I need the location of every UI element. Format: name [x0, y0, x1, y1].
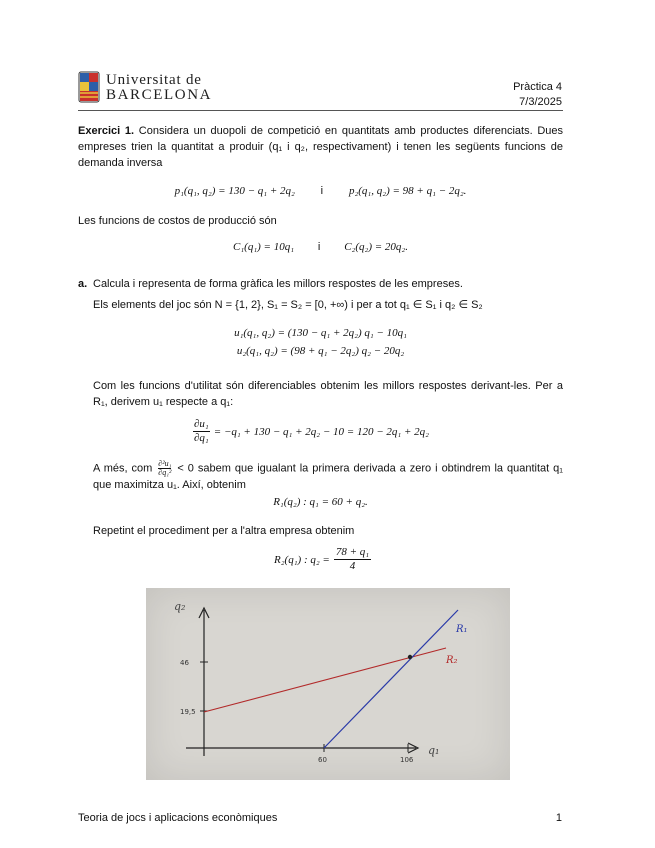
cost-eq-2: C₂(q₂) = 20q₂.	[344, 241, 408, 253]
header-info	[513, 80, 562, 110]
page-number: 1	[555, 812, 562, 824]
second-order-denominator: ∂q₁²	[158, 468, 172, 477]
shield-icon	[78, 71, 100, 103]
best-response-r1	[78, 496, 563, 508]
line-r1	[324, 610, 458, 748]
best-response-r2-lhs: R₂(q₁) : q₂ =	[274, 553, 330, 566]
best-response-r1-text: R₁(q₂) : q₁ = 60 + q₂.	[273, 496, 368, 508]
x-tick-left-label: 60	[318, 756, 327, 764]
exercise-intro-text: Considera un duopoli de competició en quantitats amb productes diferenciats. Dues empreses trien la quantitat a produir (q₁ i q₂, respectivament) i tenen les següents funcions de demanda inversa	[78, 125, 564, 169]
repeat-text: Repetint el procediment per a l'altra empresa obtenim	[93, 525, 355, 537]
practice-date: 7/3/2025	[519, 96, 562, 108]
game-elements: Els elements del joc són N = {1, 2}, S₁ = S₂ = [0, +∞) i per a tot q₁ ∈ S₁ i q₂ ∈ S₂	[93, 299, 483, 311]
footer-course: Teoria de jocs i aplicacions econòmiques	[78, 812, 278, 824]
second-order-fraction	[158, 460, 171, 477]
r2-denominator: 4	[349, 560, 356, 572]
derivative-numerator: ∂u₁	[194, 418, 209, 430]
second-order-post: < 0 sabem que igualant la primera derivada a zero i obtindrem la quantitat q₁ que maximitza u₁. Així, obtenim	[93, 462, 563, 491]
exercise-label: Exercici 1.	[78, 125, 135, 137]
line-r2-label: R₂	[446, 655, 458, 666]
utility-u1-text: u₁(q₁, q₂) = (130 − q₁ + 2q₂) q₁ − 10q₁	[234, 327, 407, 339]
best-response-figure	[146, 588, 510, 780]
exercise-intro	[78, 123, 563, 171]
r2-numerator: 78 + q₁	[335, 546, 370, 558]
figure-canvas	[146, 588, 510, 780]
cost-eq-1: C₁(q₁) = 10q₁	[233, 241, 295, 253]
equilibrium-point	[408, 655, 412, 659]
second-order-text	[93, 460, 563, 493]
utility-u1	[78, 327, 563, 339]
demand-equations	[78, 185, 563, 197]
line-r1-label: R₁	[456, 624, 468, 635]
part-a-label: a.	[78, 278, 88, 290]
demand-eq-2: p₂(q₁, q₂) = 98 + q₁ − 2q₂.	[348, 185, 467, 197]
derivative-equation	[193, 418, 429, 445]
derivative-fraction	[193, 418, 210, 445]
demand-separator: i	[320, 185, 324, 197]
part-a-question	[78, 276, 563, 292]
x-tick-right-label: 106	[400, 756, 414, 764]
x-axis-label: q₁	[428, 744, 440, 757]
derivative-rhs: = −q₁ + 130 − q₁ + 2q₂ − 10 = 120 − 2q₁ + 2q₂	[213, 425, 429, 438]
practice-title: Pràctica 4	[513, 81, 562, 93]
y-tick-upper-label: 46	[180, 659, 189, 667]
second-order-pre: A més, com	[93, 462, 153, 475]
cost-intro: Les funcions de costos de producció són	[78, 215, 277, 227]
best-response-r2	[274, 546, 371, 573]
derive-text: Com les funcions d'utilitat són diferenciables obtenim les millors respostes derivant-les. Per a R₁, derivem u₁ respecte a q₁:	[93, 380, 563, 408]
utility-u2	[78, 345, 563, 357]
university-logo	[78, 70, 213, 106]
part-a-question-text: Calcula i representa de forma gràfica les millors respostes de les empreses.	[93, 278, 463, 290]
logo-line-2: BARCELONA	[106, 87, 213, 103]
logo-line-1: Universitat de	[106, 72, 202, 88]
utility-u2-text: u₂(q₁, q₂) = (98 + q₁ − 2q₂) q₂ − 20q₂	[236, 345, 405, 357]
demand-eq-1: p₁(q₁, q₂) = 130 − q₁ + 2q₂	[174, 185, 295, 197]
second-order-numerator: ∂²u₁	[158, 459, 172, 468]
header-divider	[78, 110, 563, 111]
best-response-r2-fraction	[334, 546, 371, 573]
derivative-denominator: ∂q₁	[194, 432, 209, 444]
cost-separator: i	[317, 241, 321, 253]
cost-equations	[78, 241, 563, 253]
y-axis-label: q₂	[174, 600, 186, 613]
y-tick-lower-label: 19,5	[180, 708, 196, 716]
